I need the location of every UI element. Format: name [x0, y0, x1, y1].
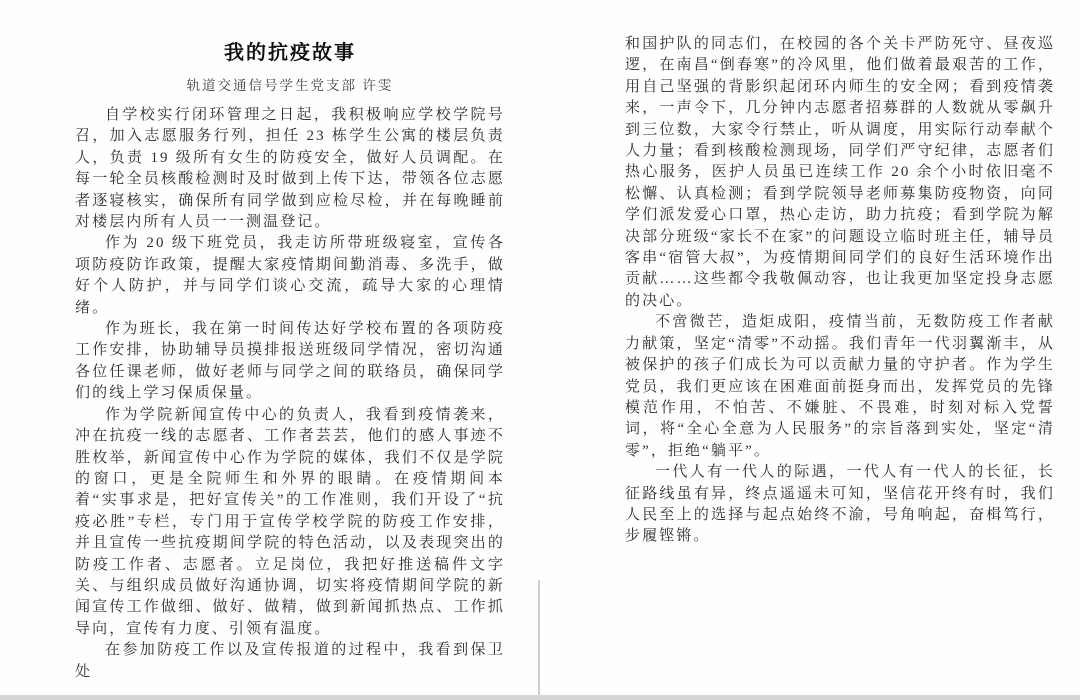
left-paragraph-1: 自学校实行闭环管理之日起，我积极响应学校学院号召，加入志愿服务行列，担任 23 栋学生公寓的楼层负责人，负责 19 级所有女生的防疫安全，做好人员调配。在每一轮全员核酸检测时及时做到上传下达，带领各位志愿者逐寝核实，确保所有同学做到应检尽检，并在每晚睡前对楼层内所有人员一一测温登记。: [75, 107, 505, 231]
left-paragraph-2: 作为 20 级下班党员，我走访所带班级寝室，宣传各项防疫防诈政策，提醒大家疫情期间勤消毒、多洗手，做好个人防护，并与同学们谈心交流，疏导大家的心理情绪。: [75, 235, 505, 316]
right-paragraph-1: 和国护队的同志们，在校园的各个关卡严防死守、昼夜巡逻，在南昌“倒春寒”的冷风里，他们做着最艰苦的工作，用自己坚强的背影织起闭环内师生的安全网；看到疫情袭来，一声令下，几分钟内志愿者招募群的人数就从零飙升到三位数，大家令行禁止，听从调度，用实际行动奉献个人力量；看到核酸检测现场，同学们严守纪律，志愿者们热心服务，医护人员虽已连续工作 20 余个小时依旧毫不松懈、认真检测；看到学院领导老师募集防疫物资，向同学们派发爱心口罩，热心走访，助力抗疫；看到学院为解决部分班级“家长不在家”的问题设立临时班主任，辅导员客串“宿管大叔”，为疫情期间同学们的良好生活环境作出贡献……这些都令我敬佩动容，也让我更加坚定投身志愿的决心。: [625, 36, 1055, 309]
document-title: 我的抗疫故事: [224, 42, 356, 64]
page-right: [540, 0, 1080, 700]
right-paragraph-2: 不啻微芒，造炬成阳，疫情当前，无数防疫工作者献力献策，坚定“清零”不动摇。我们青年一代羽翼渐丰，从被保护的孩子们成长为可以贡献力量的守护者。作为学生党员，我们更应该在困难面前挺身而出，发挥党员的先锋模范作用，不怕苦、不嫌脏、不畏难，时刻对标入党誓词，将“全心全意为人民服务”的宗旨落到实处，坚定“清零”，拒绝“躺平”。: [625, 314, 1055, 459]
page-bottom-edge: [0, 695, 1080, 700]
left-paragraph-5: 在参加防疫工作以及宣传报道的过程中，我看到保卫处: [75, 642, 505, 680]
left-paragraph-3: 作为班长，我在第一时间传达好学校布置的各项防疫工作安排，协助辅导员摸排报送班级同学情况，密切沟通各位任课老师，做好老师与同学之间的联络员，确保同学们的线上学习保质保量。: [75, 321, 505, 402]
page-divider-line: [538, 580, 540, 700]
document-byline: 轨道交通信号学生党支部 许雯: [186, 78, 394, 93]
left-paragraph-4: 作为学院新闻宣传中心的负责人，我看到疫情袭来，冲在抗疫一线的志愿者、工作者芸芸，他们的感人事迹不胜枚举，新闻宣传中心作为学院的媒体，我们不仅是学院的窗口，更是全院师生和外界的眼睛。在疫情期间本着“实事求是，把好宣传关”的工作准则，我们开设了“抗疫必胜”专栏，专门用于宣传学校学院的防疫工作安排，并且宣传一些抗疫期间学院的特色活动，以及表现突出的防疫工作者、志愿者。立足岗位，我把好推送稿件文字关、与组织成员做好沟通协调，切实将疫情期间学院的新闻宣传工作做细、做好、做精，做到新闻抓热点、工作抓导向，宣传有力度、引领有温度。: [75, 406, 505, 637]
right-paragraph-3: 一代人有一代人的际遇，一代人有一代人的长征，长征路线虽有异，终点遥遥未可知，坚信花开终有时，我们人民至上的选择与起点始终不渝，号角响起，奋楫笃行，步履铿锵。: [625, 464, 1055, 545]
